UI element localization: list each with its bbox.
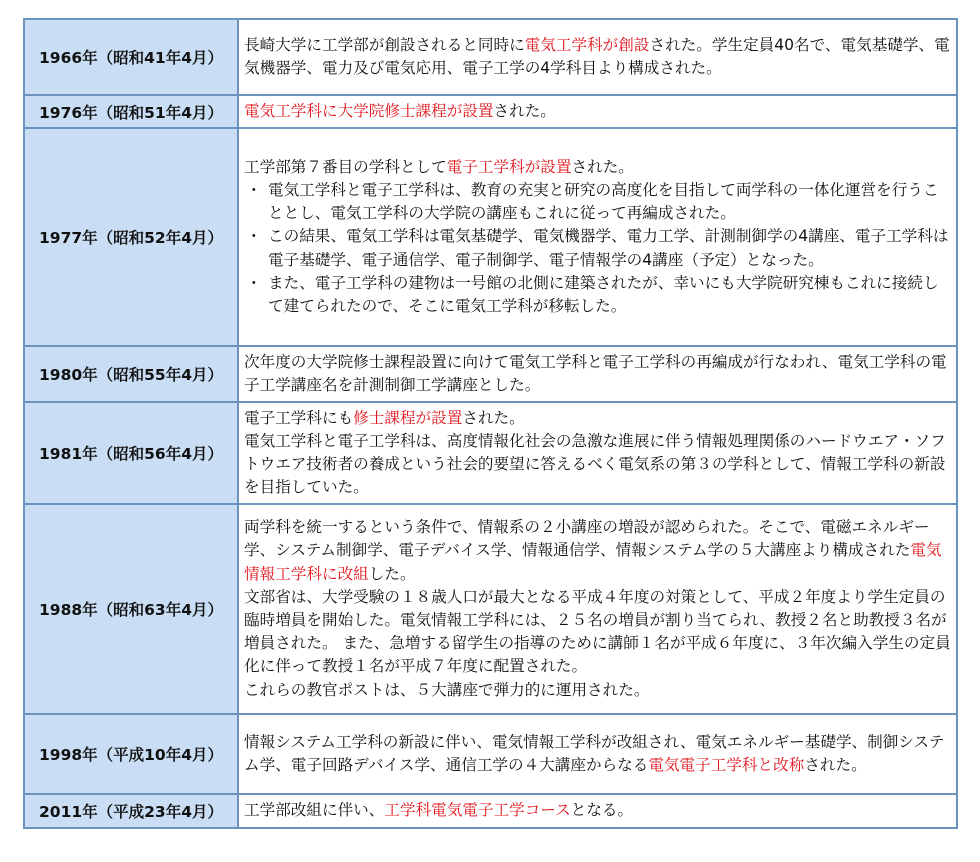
history-row — [24, 714, 957, 794]
description-text: された。 — [804, 756, 867, 774]
history-row — [24, 128, 957, 346]
description-paragraph — [244, 516, 951, 586]
year-cell: 1966年（昭和41年4月） — [24, 19, 238, 95]
year-cell: 1988年（昭和63年4月） — [24, 504, 238, 714]
description-text: 工学部第７番目の学科として — [244, 157, 447, 176]
year-cell: 1980年（昭和55年4月） — [24, 346, 238, 402]
year-cell: 1976年（昭和51年4月） — [24, 95, 238, 128]
description-cell — [238, 714, 957, 794]
description-paragraph: 電気工学科と電子工学科は、高度情報化社会の急激な進展に伴う情報処理関係のハードウエア・ソフトウエア技術者の養成という社会的要望に答えるべく電気系の第３の学科として、情報工学科の新設を目指していた。 — [244, 431, 946, 497]
highlight-text: 工学科電気電子工学コース — [384, 801, 571, 820]
history-table — [23, 18, 958, 829]
description-paragraph: これらの教官ポストは、５大講座で弾力的に運用された。 — [244, 680, 650, 699]
year-cell: 1998年（平成10年4月） — [24, 714, 238, 794]
history-row — [24, 19, 957, 95]
highlight-text: 電気工学科に大学院修士課程が設置 — [244, 101, 494, 120]
description-text: となる。 — [570, 801, 634, 820]
history-row — [24, 346, 957, 402]
description-cell — [238, 504, 957, 714]
description-text: 情報システム工学科の新設に伴い、電気情報工学科が改組され、電気エネルギー基礎学、制御システム学、電子回路デバイス学、通信工学の４大講座からなる — [244, 732, 945, 774]
description-cell — [238, 794, 957, 828]
history-row — [24, 95, 957, 128]
history-row — [24, 402, 957, 504]
description-text: された。 — [571, 157, 634, 176]
description-cell — [238, 346, 957, 402]
description-text: 次年度の大学院修士課程設置に向けて電気工学科と電子工学科の再編成が行なわれ、電気工学科の電子工学講座名を計測制御工学講座とした。 — [244, 352, 947, 394]
description-text: された。 — [493, 101, 556, 120]
description-paragraph — [244, 156, 951, 179]
description-text: された。学生定員40名で、電気基礎学、電気機器学、電力及び電気応用、電子工学の4学科目より構成された。 — [244, 35, 950, 77]
description-text: された。 — [462, 408, 525, 427]
description-paragraph — [244, 407, 951, 430]
highlight-text: 電子工学科が設置 — [446, 157, 572, 176]
description-cell — [238, 95, 957, 128]
description-text: 電子工学科にも — [244, 408, 354, 427]
year-cell: 1981年（昭和56年4月） — [24, 402, 238, 504]
description-text: 工学部改組に伴い、 — [244, 801, 385, 820]
bullet-item: ・ 電気工学科と電子工学科は、教育の充実と研究の高度化を目指して両学科の一体化運営を行うこととし、電気工学科の大学院の講座もこれに従って再編成された。 — [244, 179, 951, 225]
description-text: した。 — [368, 564, 416, 583]
year-cell: 1977年（昭和52年4月） — [24, 128, 238, 346]
highlight-text: 修士課程が設置 — [353, 408, 463, 427]
history-row — [24, 794, 957, 828]
highlight-text: 電気工学科が創設 — [524, 35, 650, 54]
bullet-item: ・ また、電子工学科の建物は一号館の北側に建築されたが、幸いにも大学院研究棟もこれに接続して建てられたので、そこに電気工学科が移転した。 — [244, 272, 951, 318]
bullet-list — [244, 179, 951, 318]
year-cell: 2011年（平成23年4月） — [24, 794, 238, 828]
description-cell — [238, 19, 957, 95]
highlight-text: 電気情報工学科に改組 — [244, 541, 942, 583]
bullet-item: ・ この結果、電気工学科は電気基礎学、電気機器学、電力工学、計測制御学の4講座、電子工学科は電子基礎学、電子通信学、電子制御学、電子情報学の4講座（予定）となった。 — [244, 225, 951, 271]
history-row — [24, 504, 957, 714]
description-cell — [238, 128, 957, 346]
highlight-text: 電気電子工学科と改称 — [648, 756, 805, 774]
description-paragraph: 文部省は、大学受験の１８歳人口が最大となる平成４年度の対策として、平成２年度より学生定員の臨時増員を開始した。電気情報工学科には、２５名の増員が割り当てられ、教授２名と助教授３名が増員された。 また、急増する留学生の指導のために講師１名が平成６年度に、３年次編入学生の定員化に伴って教授１名が平成７年度に配置された。 — [244, 587, 951, 676]
description-text: 両学科を統一するという条件で、情報系の２小講座の増設が認められた。そこで、電磁エネルギー学、システム制御学、電子デバイス学、情報通信学、情報システム学の５大講座より構成された — [244, 518, 930, 560]
description-cell — [238, 402, 957, 504]
description-text: 長崎大学に工学部が創設されると同時に — [244, 35, 525, 54]
